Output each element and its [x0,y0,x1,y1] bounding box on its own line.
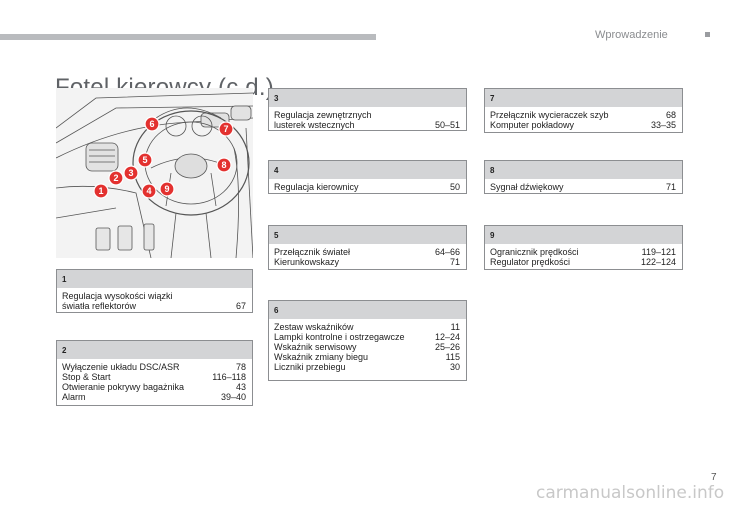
box-row [62,372,246,382]
row-pages: 119–121 [641,247,676,257]
info-box-7 [484,88,683,133]
row-pages: 68 [665,110,676,120]
box-number: 7 [485,89,682,107]
box-number: 4 [269,161,466,179]
box-row [274,182,460,192]
callout-label: 2 [113,173,119,183]
row-pages: 39–40 [220,392,246,402]
row-label: Regulacja wysokości wiązki światła reflektorów [62,291,173,311]
box-row [490,110,676,120]
box-row [274,257,460,267]
row-label: Ogranicznik prędkości [490,247,579,257]
row-label: Kierunkowskazy [274,257,340,267]
box-row [274,247,460,257]
box-row [62,291,246,311]
row-label: Komputer pokładowy [490,120,575,130]
callout-label: 6 [149,119,155,129]
callout-7 [219,122,233,136]
callout-1 [94,184,108,198]
row-label: Przełącznik świateł [274,247,351,257]
row-label: Otwieranie pokrywy bagażnika [62,382,185,392]
callout-2 [109,171,123,185]
box-row [490,257,676,267]
box-row [62,392,246,402]
box-row [62,362,246,372]
row-pages: 78 [235,362,246,372]
info-box-3 [268,88,467,131]
box-rows [269,107,466,130]
box-rows [485,244,682,267]
callout-9 [160,182,174,196]
section-label: Wprowadzenie [595,29,668,41]
box-rows [57,288,252,311]
header-bar [0,34,376,40]
callout-8 [217,158,231,172]
box-number: 9 [485,226,682,244]
box-rows [269,319,466,372]
watermark: carmanualsonline.info [536,483,725,503]
box-row [490,182,676,192]
box-row [274,352,460,362]
row-label: Sygnał dźwiękowy [490,182,564,192]
box-number: 2 [57,341,252,359]
row-label: Stop & Start [62,372,111,382]
dashboard-illustration [56,88,253,258]
callout-label: 3 [128,168,134,178]
callout-label: 4 [146,186,152,196]
row-pages: 33–35 [650,120,676,130]
box-rows [269,244,466,267]
row-pages: 71 [665,182,676,192]
row-label: Regulacja kierownicy [274,182,359,192]
info-box-5 [268,225,467,270]
row-pages: 115 [445,352,460,362]
section-marker [705,32,710,37]
box-number: 3 [269,89,466,107]
box-number: 1 [57,270,252,288]
info-box-8 [484,160,683,194]
row-label: Zestaw wskaźników [274,322,354,332]
callout-label: 9 [164,184,170,194]
row-label: Regulacja zewnętrznych lusterek wstecznych [274,110,372,130]
callout-3 [124,166,138,180]
box-rows [485,107,682,130]
box-row [274,110,460,130]
callout-label: 7 [223,124,229,134]
page-number: 7 [711,472,717,483]
box-row [274,332,460,342]
row-pages: 12–24 [434,332,460,342]
row-pages: 25–26 [434,342,460,352]
info-box-6 [268,300,467,381]
box-rows [57,359,252,402]
row-label: Wskaźnik serwisowy [274,342,357,352]
row-pages: 50–51 [434,120,460,130]
row-pages: 43 [235,382,246,392]
callout-4 [142,184,156,198]
row-pages: 50 [449,182,460,192]
row-pages: 116–118 [212,372,246,382]
box-row [274,322,460,332]
box-row [274,362,460,372]
box-row [62,382,246,392]
row-label: Regulator prędkości [490,257,571,267]
callout-label: 5 [142,155,148,165]
box-row [274,342,460,352]
row-pages: 64–66 [434,247,460,257]
row-pages: 67 [235,301,246,311]
box-number: 8 [485,161,682,179]
row-label: Przełącznik wycieraczek szyb [490,110,609,120]
info-box-2 [56,340,253,406]
dashboard-drawing [56,88,253,258]
row-label: Wskaźnik zmiany biegu [274,352,369,362]
callout-label: 8 [221,160,227,170]
box-rows [269,179,466,192]
box-row [490,120,676,130]
box-number: 6 [269,301,466,319]
row-pages: 11 [450,322,460,332]
row-label: Liczniki przebiegu [274,362,346,372]
callout-label: 1 [98,186,104,196]
row-pages: 71 [449,257,460,267]
box-rows [485,179,682,192]
callout-6 [145,117,159,131]
info-box-1 [56,269,253,313]
box-number: 5 [269,226,466,244]
row-pages: 30 [449,362,460,372]
row-label: Alarm [62,392,86,402]
row-label: Lampki kontrolne i ostrzegawcze [274,332,405,342]
box-row [490,247,676,257]
callout-5 [138,153,152,167]
info-box-4 [268,160,467,194]
row-pages: 122–124 [640,257,676,267]
row-label: Wyłączenie układu DSC/ASR [62,362,180,372]
info-box-9 [484,225,683,270]
